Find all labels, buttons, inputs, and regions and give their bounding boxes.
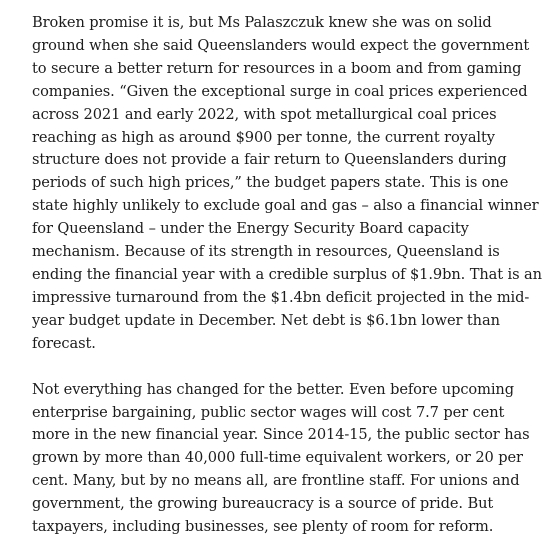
- article-paragraph: Broken promise it is, but Ms Palaszczuk knew she was on solid ground when she said Queenslanders would expect the government to secure a better return for resources in a boom and from gaming companies. “Given the exceptional surge in coal prices experienced across 2021 and early 2022, with spot metallurgical coal prices reaching as high as around $900 per tonne, the current royalty structure does not provide a fair return to Queenslanders during periods of such high prices,” the budget papers state. This is one state highly unlikely to exclude goal and gas – also a financial winner for Queensland – under the Energy Security Board capacity mechanism. Because of its strength in resources, Queensland is ending the financial year with a credible surplus of $1.9bn. That is an impressive turnaround from the $1.4bn deficit projected in the mid-year budget update in December. Net debt is $6.1bn lower than forecast.: [32, 14, 542, 352]
- article-paragraph: Not everything has changed for the better. Even before upcoming enterprise bargaining, public sector wages will cost 7.7 per cent more in the new financial year. Since 2014-15, the public sector has grown by more than 40,000 full-time equivalent workers, or 20 per cent. Many, but by no means all, are frontline staff. For unions and government, the growing bureaucracy is a source of pride. But taxpayers, including businesses, see plenty of room for reform.: [32, 380, 530, 536]
- article-body: [32, 12, 544, 539]
